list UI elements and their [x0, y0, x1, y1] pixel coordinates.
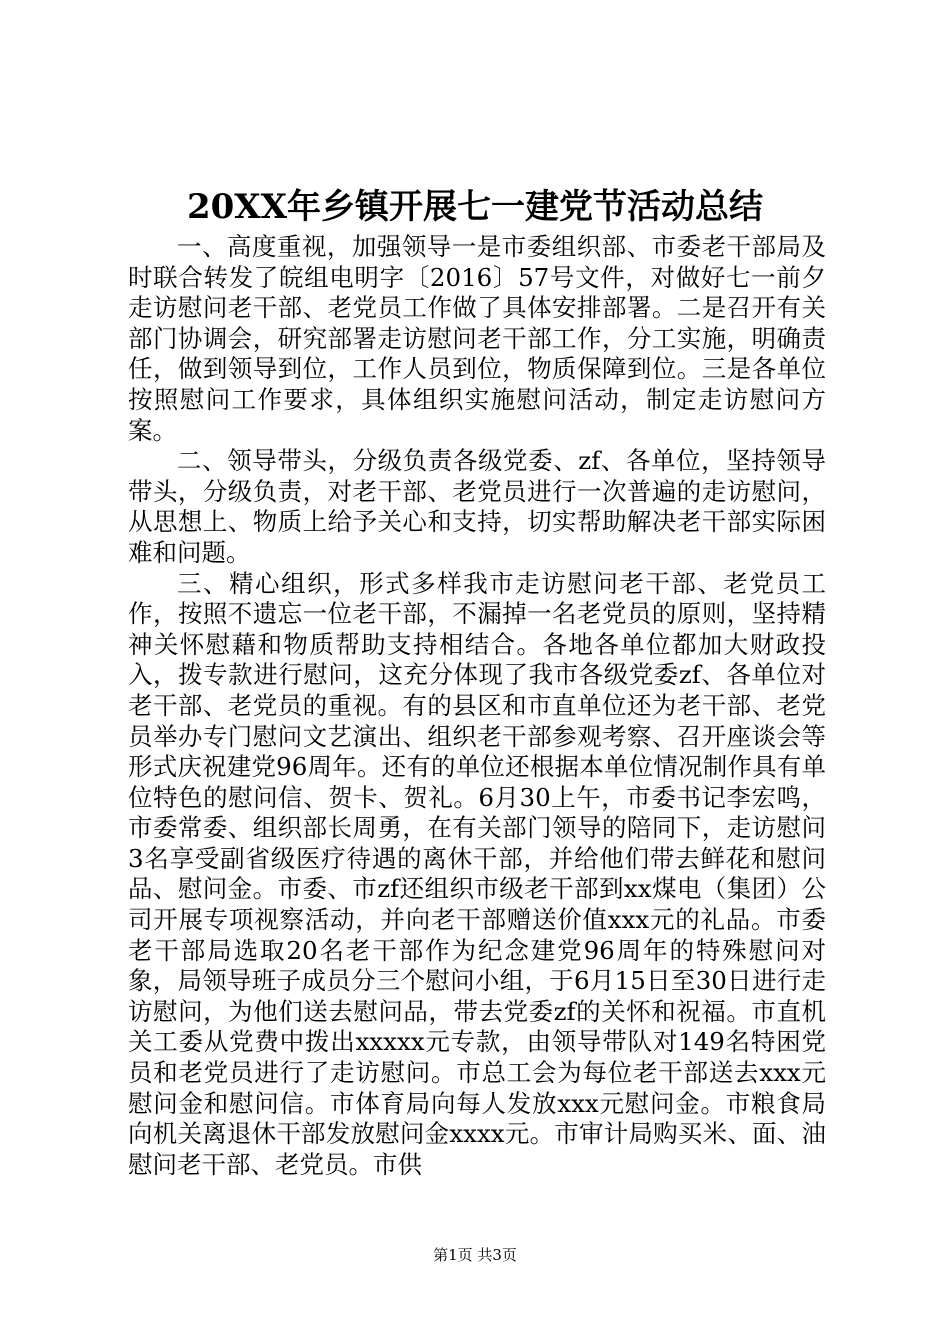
page-number-footer: 第1页 共3页: [433, 1246, 517, 1264]
document-body: [128, 232, 826, 1180]
document-title: 20XX年乡镇开展七一建党节活动总结: [186, 187, 764, 227]
paragraph-2: 二、领导带头，分级负责各级党委、zf、各单位，坚持领导带头，分级负责，对老干部、老党员进行一次普遍的走访慰问，从思想上、物质上给予关心和支持，切实帮助解决老干部实际困难和问题。: [128, 446, 826, 567]
paragraph-3: 三、精心组织，形式多样我市走访慰问老干部、老党员工作，按照不遗忘一位老干部，不漏掉一名老党员的原则，坚持精神关怀慰藉和物质帮助支持相结合。各地各单位都加大财政投入，拨专款进行慰问，这充分体现了我市各级党委zf、各单位对老干部、老党员的重视。有的县区和市直单位还为老干部、老党员举办专门慰问文艺演出、组织老干部参观考察、召开座谈会等形式庆祝建党96周年。还有的单位还根据本单位情况制作具有单位特色的慰问信、贺卡、贺礼。6月30上午，市委书记李宏鸣，市委常委、组织部长周勇，在有关部门领导的陪同下，走访慰问3名享受副省级医疗待遇的离休干部，并给他们带去鲜花和慰问品、慰问金。市委、市zf还组织市级老干部到xx煤电（集团）公司开展专项视察活动，并向老干部赠送价值xxx元的礼品。市委老干部局选取20名老干部作为纪念建党96周年的特殊慰问对象，局领导班子成员分三个慰问小组，于6月15日至30日进行走访慰问，为他们送去慰问品，带去党委zf的关怀和祝福。市直机关工委从党费中拨出xxxxx元专款，由领导带队对149名特困党员和老党员进行了走访慰问。市总工会为每位老干部送去xxx元慰问金和慰问信。市体育局向每人发放xxx元慰问金。市粮食局向机关离退休干部发放慰问金xxxx元。市审计局购买米、面、油慰问老干部、老党员。市供: [128, 568, 826, 1179]
paragraph-1: 一、高度重视，加强领导一是市委组织部、市委老干部局及时联合转发了皖组电明字〔2016〕57号文件，对做好七一前夕走访慰问老干部、老党员工作做了具体安排部署。二是召开有关部门协调会，研究部署走访慰问老干部工作，分工实施，明确责任，做到领导到位，工作人员到位，物质保障到位。三是各单位按照慰问工作要求，具体组织实施慰问活动，制定走访慰问方案。: [128, 232, 826, 445]
